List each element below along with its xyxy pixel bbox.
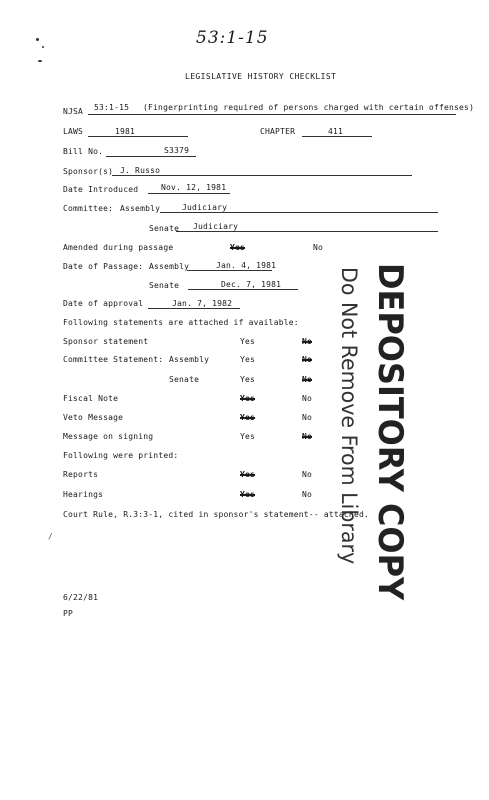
- hearings-no: No: [302, 490, 313, 499]
- date-introduced-value: Nov. 12, 1981: [161, 183, 227, 192]
- bill-label: Bill No.: [63, 147, 104, 156]
- passage-assembly-label: Assembly: [149, 262, 190, 271]
- njsa-value: 53:1-15: [94, 103, 130, 112]
- chapter-value: 411: [328, 127, 344, 136]
- amended-label: Amended during passage: [63, 243, 174, 252]
- passage-senate-label: Senate: [149, 281, 180, 290]
- sponsor-statement-yes: Yes: [240, 337, 256, 346]
- statements-header: Following statements are attached if available:: [63, 318, 299, 327]
- committee-senate-underline: [176, 231, 438, 232]
- committee-statement-assembly-no: No: [302, 355, 313, 364]
- veto-message-label: Veto Message: [63, 413, 124, 422]
- laws-underline: [88, 136, 188, 137]
- passage-senate-underline: [188, 289, 298, 290]
- committee-statement-senate-label: Senate: [169, 375, 200, 384]
- sponsor-label: Sponsor(s): [63, 167, 114, 176]
- approval-value: Jan. 7, 1982: [172, 299, 233, 308]
- approval-label: Date of approval: [63, 299, 144, 308]
- passage-assembly-value: Jan. 4, 1981: [216, 261, 277, 270]
- njsa-description: (Fingerprinting required of persons charged with certain offenses): [143, 103, 475, 112]
- chapter-label: CHAPTER: [260, 127, 296, 136]
- bill-underline: [106, 156, 196, 157]
- committee-label: Committee:: [63, 204, 114, 213]
- sponsor-value: J. Russo: [120, 166, 161, 175]
- reports-yes: Yes: [240, 470, 256, 479]
- chapter-underline: [302, 136, 372, 137]
- committee-statement-senate-yes: Yes: [240, 375, 256, 384]
- committee-assembly-value: Judiciary: [182, 203, 228, 212]
- printed-header: Following were printed:: [63, 451, 179, 460]
- committee-statement-assembly-yes: Yes: [240, 355, 256, 364]
- bill-value: S3379: [164, 146, 190, 155]
- sponsor-statement-no: No: [302, 337, 313, 346]
- veto-message-yes: Yes: [240, 413, 256, 422]
- reports-no: No: [302, 470, 313, 479]
- passage-assembly-underline: [187, 270, 272, 271]
- passage-label: Date of Passage:: [63, 262, 144, 271]
- fiscal-note-yes: Yes: [240, 394, 256, 403]
- hearings-label: Hearings: [63, 490, 104, 499]
- passage-senate-value: Dec. 7, 1981: [221, 280, 282, 289]
- message-signing-no: No: [302, 432, 313, 441]
- footer-date: 6/22/81: [63, 593, 99, 602]
- approval-underline: [148, 308, 240, 309]
- njsa-underline: [88, 114, 456, 115]
- committee-senate-label: Senate: [149, 224, 180, 233]
- committee-statement-label: Committee Statement:: [63, 355, 164, 364]
- committee-statement-senate-no: No: [302, 375, 313, 384]
- footer-initials: PP: [63, 609, 74, 618]
- njsa-label: NJSA: [63, 107, 84, 116]
- pencil-mark: /: [48, 532, 54, 541]
- date-introduced-underline: [148, 193, 230, 194]
- date-introduced-label: Date Introduced: [63, 185, 139, 194]
- sponsor-underline: [112, 175, 412, 176]
- fiscal-note-label: Fiscal Note: [63, 394, 119, 403]
- committee-assembly-underline: [160, 212, 438, 213]
- amended-yes: Yes: [230, 243, 246, 252]
- page-title: LEGISLATIVE HISTORY CHECKLIST: [185, 72, 337, 81]
- speck-mark: [42, 46, 44, 48]
- hearings-yes: Yes: [240, 490, 256, 499]
- speck-mark: [36, 38, 39, 41]
- committee-senate-value: Judiciary: [193, 222, 239, 231]
- committee-statement-assembly-label: Assembly: [169, 355, 210, 364]
- handwritten-number: 53:1-15: [196, 28, 269, 48]
- court-rule-note: Court Rule, R.3:3-1, cited in sponsor's statement-- attached.: [63, 510, 370, 519]
- laws-value: 1981: [115, 127, 136, 136]
- sponsor-statement-label: Sponsor statement: [63, 337, 149, 346]
- veto-message-no: No: [302, 413, 313, 422]
- committee-assembly-label: Assembly: [120, 204, 161, 213]
- amended-no: No: [313, 243, 324, 252]
- depository-stamp-line1: DEPOSITORY COPY: [370, 263, 410, 601]
- speck-mark: [38, 60, 42, 62]
- message-signing-yes: Yes: [240, 432, 256, 441]
- laws-label: LAWS: [63, 127, 84, 136]
- reports-label: Reports: [63, 470, 99, 479]
- fiscal-note-no: No: [302, 394, 313, 403]
- message-signing-label: Message on signing: [63, 432, 154, 441]
- depository-stamp-line2: Do Not Remove From Library: [337, 267, 361, 565]
